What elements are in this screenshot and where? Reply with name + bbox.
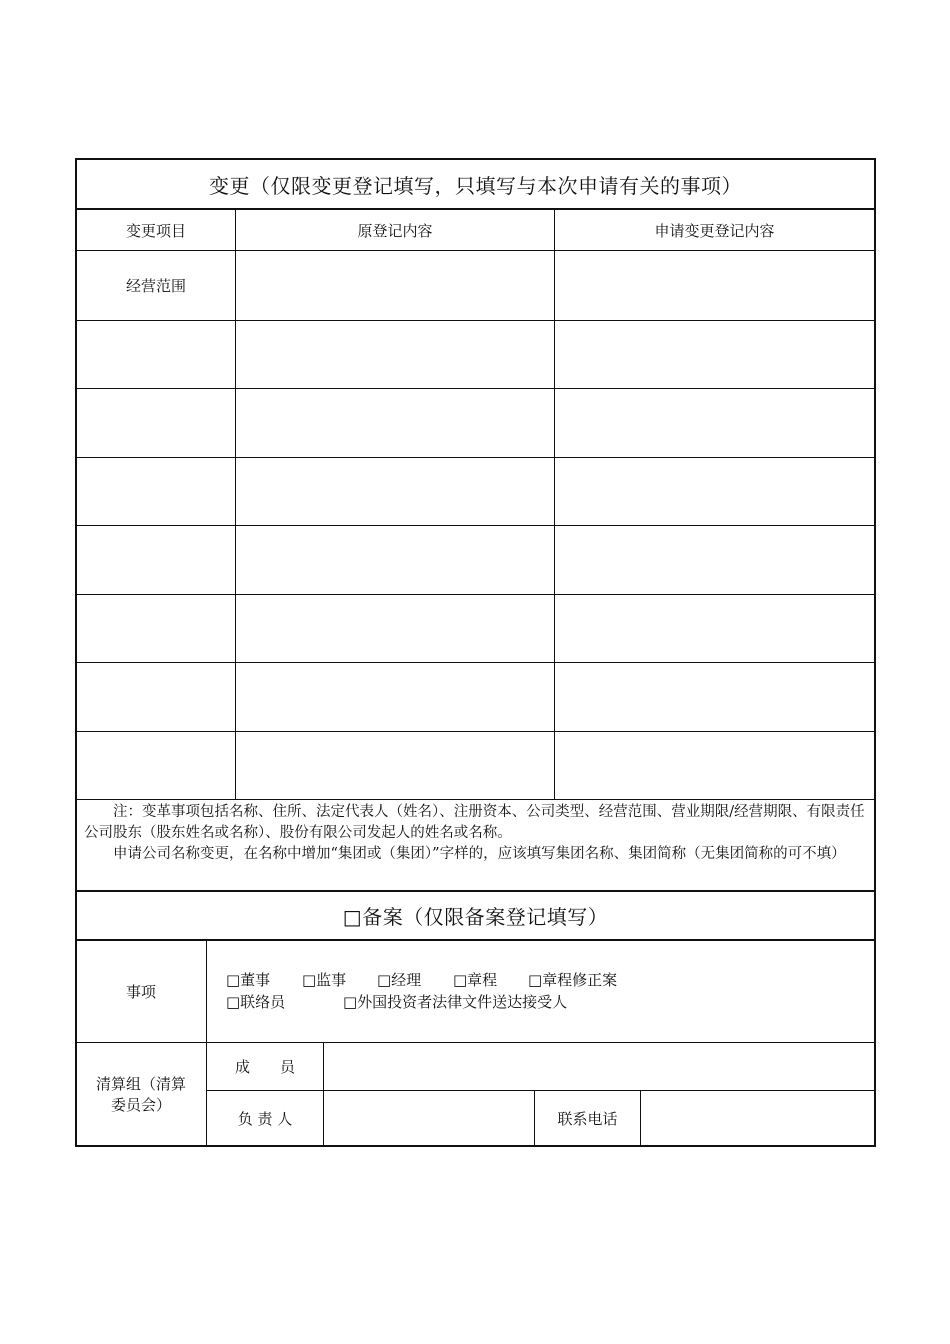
row-8-item[interactable] (77, 732, 235, 799)
responsible-field[interactable] (324, 1091, 534, 1146)
row-6-original[interactable] (236, 595, 554, 662)
phone-field[interactable] (641, 1091, 874, 1146)
header-original-content: 原登记内容 (357, 221, 433, 240)
row-2-item[interactable] (77, 321, 235, 388)
matters-options-row-1 (226, 969, 866, 991)
row-3-item[interactable] (77, 389, 235, 457)
option-manager[interactable]: □经理 (377, 971, 422, 989)
notes-block (84, 802, 870, 890)
matters-label: 事项 (125, 983, 156, 1001)
row-6-requested[interactable] (555, 595, 874, 662)
row-4-original[interactable] (236, 458, 554, 525)
liquidation-group-label: 清算组（清算委员会） (95, 1075, 186, 1114)
matters-options-row-2 (226, 991, 866, 1013)
header-change-item: 变更项目 (125, 221, 186, 240)
row-3-requested[interactable] (555, 389, 874, 457)
row-5-item[interactable] (77, 526, 235, 594)
row-7-requested[interactable] (555, 663, 874, 731)
row-1-original[interactable] (236, 251, 554, 320)
row-2-original[interactable] (236, 321, 554, 388)
row-4-item[interactable] (77, 458, 235, 525)
option-supervisor[interactable]: □监事 (302, 971, 347, 989)
option-director[interactable]: □董事 (226, 971, 271, 989)
row-5-requested[interactable] (555, 526, 874, 594)
matters-options (226, 969, 866, 1017)
change-section-title: 变更（仅限变更登记填写，只填写与本次申请有关的事项） (209, 173, 742, 198)
column-divider (554, 209, 555, 799)
row-7-original[interactable] (236, 663, 554, 731)
row-7-item[interactable] (77, 663, 235, 731)
column-divider (235, 209, 236, 799)
header-requested-content: 申请变更登记内容 (654, 221, 775, 240)
row-1-item[interactable]: 经营范围 (125, 277, 186, 295)
row-8-requested[interactable] (555, 732, 874, 799)
row-2-requested[interactable] (555, 321, 874, 388)
row-5-original[interactable] (236, 526, 554, 594)
note-change-items: 注：变革事项包括名称、住所、法定代表人（姓名）、注册资本、公司类型、经营范围、营业期限/经营期限、有限责任公司股东（股东姓名或名称）、股份有限公司发起人的姓名或名称。 (84, 804, 865, 841)
row-1-requested[interactable] (555, 251, 874, 320)
option-liaison[interactable]: □联络员 (226, 993, 286, 1011)
row-4-requested[interactable] (555, 458, 874, 525)
option-articles-amendment[interactable]: □章程修正案 (528, 971, 618, 989)
members-label: 成 员 (234, 1058, 295, 1076)
filing-section-title: □备案（仅限备案登记填写） (342, 905, 609, 929)
option-foreign-investor-agent[interactable]: □外国投资者法律文件送达接受人 (343, 993, 568, 1011)
row-8-original[interactable] (236, 732, 554, 799)
responsible-label: 负 责 人 (237, 1110, 293, 1128)
row-6-item[interactable] (77, 595, 235, 662)
phone-label: 联系电话 (557, 1110, 618, 1128)
divider (76, 799, 875, 800)
option-articles[interactable]: □章程 (453, 971, 498, 989)
note-group-name: 申请公司名称变更，在名称中增加“集团或（集团）”字样的，应该填写集团名称、集团简称（无集团简称的可不填） (113, 846, 846, 862)
row-3-original[interactable] (236, 389, 554, 457)
members-field[interactable] (324, 1043, 874, 1090)
